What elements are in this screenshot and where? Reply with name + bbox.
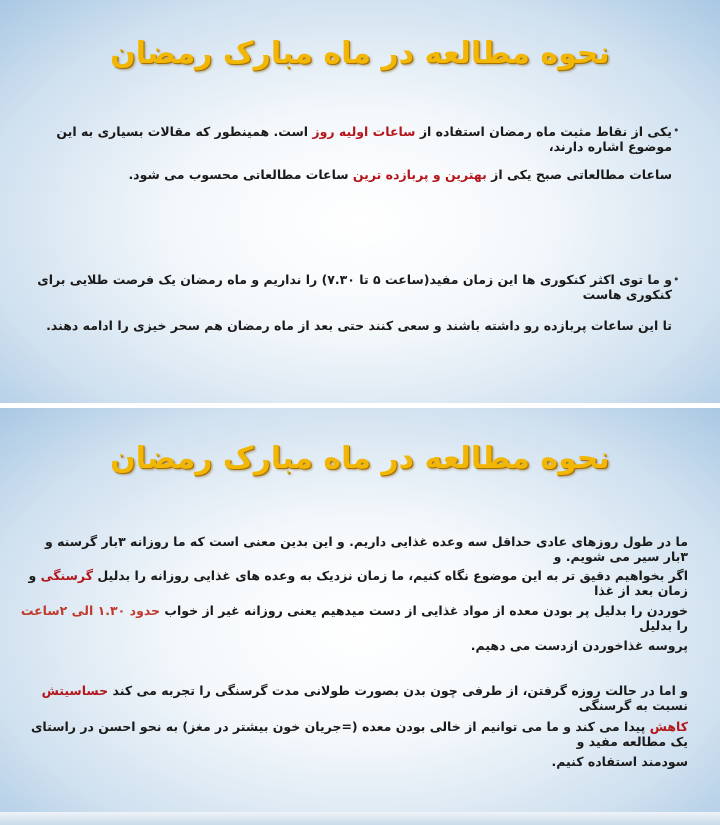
bullet-1-line-1: یکی از نقاط مثبت ماه رمضان استفاده از ساعات اولیه روز است. همینطور که مقالات بسیاری به این موضوع اشاره دارند، <box>56 124 672 154</box>
bullet-1-marker: • <box>673 124 680 137</box>
p1-line-4: پروسه غذاخوردن ازدست می دهیم. <box>470 638 688 653</box>
bullet-2-marker: • <box>673 273 680 286</box>
highlight-duration: حدود ۱.۳۰ الی ۲ساعت <box>20 603 161 618</box>
bullet-2-line-1: و ما توی اکثر کنکوری ها این زمان مفید(ساعت ۵ تا ۷.۳۰) را نداریم و ماه رمضان یک فرصت طلایی برای کنکوری هاست <box>37 272 672 302</box>
p1-line-2: اگر بخواهیم دقیق تر به این موضوع نگاه کنیم، ما زمان نزدیک به وعده های غذایی روزانه را بدلیل گرسنگی و زمان بعد از غذا <box>28 568 688 598</box>
p2-line-3: سودمند استفاده کنیم. <box>551 754 688 769</box>
highlight-sensitivity: حساسیتش <box>41 683 109 698</box>
p1-line-3: خوردن را بدلیل پر بودن معده از مواد غذایی از دست میدهیم یعنی روزانه غیر از خواب حدود ۱.۳۰ الی ۲ساعت را بدلیل <box>20 603 688 633</box>
slide-1 <box>0 0 720 403</box>
highlight-hunger: گرسنگی <box>40 568 93 583</box>
p2-line-1: و اما در حالت روزه گرفتن، از طرفی چون بدن بصورت طولانی مدت گرسنگی را تجربه می کند حساسیتش نسبت به گرسنگی <box>41 683 688 713</box>
highlight-best-hours: بهترین و پربازده ترین <box>352 167 487 182</box>
slide-1-title: نحوه مطالعه در ماه مبارک رمضان <box>110 36 610 71</box>
slide-2 <box>0 408 720 812</box>
bullet-1-line-2: ساعات مطالعاتی صبح یکی از بهترین و پربازده ترین ساعات مطالعاتی محسوب می شود. <box>128 167 672 182</box>
bottom-strip <box>0 812 720 825</box>
p1-line-1: ما در طول روزهای عادی حداقل سه وعده غذایی داریم. و این بدین معنی است که ما روزانه ۳بار گرسنه و ۳بار سیر می شویم. و <box>44 534 688 564</box>
highlight-reduction: کاهش <box>649 719 688 734</box>
bullet-2-line-2: تا این ساعات پربازده رو داشته باشند و سعی کنند حتی بعد از ماه رمضان هم سحر خیزی را ادامه دهند. <box>46 318 672 333</box>
slide-2-title: نحوه مطالعه در ماه مبارک رمضان <box>110 441 610 476</box>
p2-line-2: کاهش پیدا می کند و ما می توانیم از خالی بودن معده (=جریان خون بیشتر در مغز) به نحو احسن در راستای یک مطالعه مفید و <box>30 719 688 749</box>
highlight-early-hours: ساعات اولیه روز <box>312 124 416 139</box>
